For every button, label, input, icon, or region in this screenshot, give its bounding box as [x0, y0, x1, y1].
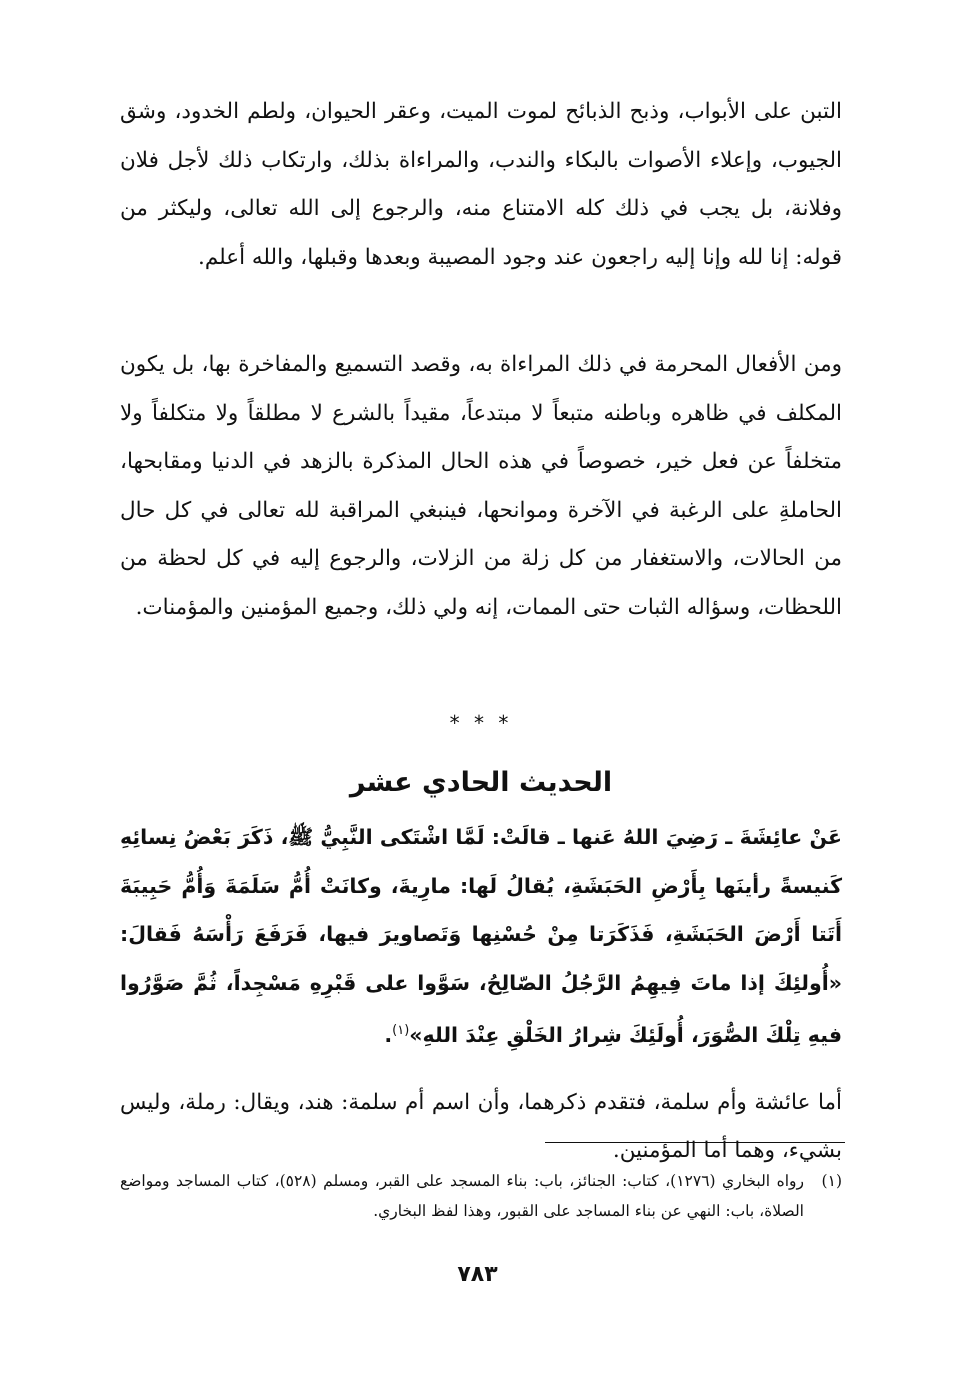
- hadith-end-mark: .: [384, 1022, 393, 1047]
- page-number: ٧٨٣: [457, 1262, 498, 1287]
- section-separator: * * *: [449, 711, 513, 735]
- hadith-text-block: [120, 813, 842, 1058]
- paragraph-3: أما عائشة وأم سلمة، فتقدم ذكرهما، وأن اسم أم سلمة: هند، ويقال: رملة، وليس بشيء، وهما أما المؤمنين.: [120, 1089, 842, 1163]
- section-title: الحديث الحادي عشر: [349, 767, 613, 798]
- footnote-item: [120, 1166, 842, 1226]
- footnote-number: (١): [821, 1172, 842, 1190]
- paragraph-1: التبن على الأبواب، وذبح الذبائح لموت الميت، وعقر الحيوان، ولطم الخدود، وشق الجيوب، وإعلاء الأصوات بالبكاء والندب، والمراءاة بذلك، وارتكاب ذلك لأجل فلان وفلانة، بل يجب في ذلك كله الامتناع منه، والرجوع إلى الله تعالى، وليكثر من قوله: إنا لله وإنا إليه راجعون عند وجود المصيبة وبعدها وقبلها، والله أعلم.: [120, 99, 842, 270]
- page-body: [120, 88, 842, 1179]
- hadith-text: عَنْ عائِشَةَ ـ رَضِيَ اللهُ عَنها ـ قالَتْ: لَمَّا اشْتَكى النَّبِيُّ ﷺ، ذَكَرَ بَعْضُ نِسائِهِ كَنيسةً رأينَها بِأَرْضِ الحَبَشَةِ، يُقالُ لَها: مارِيةَ، وكانَتْ أُمُّ سَلَمَةَ وَأُمُّ حَبِيبَةَ أَتَتا أَرْضَ الحَبَشَةِ، فَذَكَرَتا مِنْ حُسْنِها وَتَصاويرَ فيها، فَرَفَعَ رَأْسَهُ فَقالَ: «أُولئِكَ إذا ماتَ فِيهِمُ الرَّجُلُ الصّالِحُ، سَوَّوا على قَبْرِهِ مَسْجِداً، ثُمَّ صَوَّرُوا فيهِ تِلْكَ الصُّوَرَ، أُولَئِكَ شِرارُ الخَلْقِ عِنْدَ اللهِ»: [120, 825, 842, 1047]
- footnote-reference[interactable]: (١): [392, 1023, 410, 1038]
- footnote-divider: [545, 1142, 845, 1143]
- paragraph-2: ومن الأفعال المحرمة في ذلك المراءاة به، وقصد التسميع والمفاخرة بها، بل يكون المكلف في ظاهره وباطنه متبعاً لا مبتدعاً، مقيداً بالشرع لا مطلقاً ولا متكلفاً ولا متخلفاً عن فعل خير، خصوصاً في هذه الحال المذكرة بالزهد في الدنيا ومقابحها، الحاملةِ على الرغبة في الآخرة وموانحها، فينبغي المراقبة لله تعالى في كل حال من الحالات، والاستغفار من كل زلة من الزلات، والرجوع إليه في كل لحظة من اللحظات، وسؤاله الثبات حتى الممات، إنه ولي ذلك، وجميع المؤمنين والمؤمنات.: [120, 352, 842, 620]
- footnote-text: رواه البخاري (١٢٧٦)، كتاب: الجنائز، باب: بناء المسجد على القبر، ومسلم (٥٢٨)، كتاب المساجد ومواضع الصلاة، باب: النهي عن بناء المساجد على القبور، وهذا لفظ البخاري.: [120, 1172, 804, 1220]
- footnotes: [120, 1166, 842, 1226]
